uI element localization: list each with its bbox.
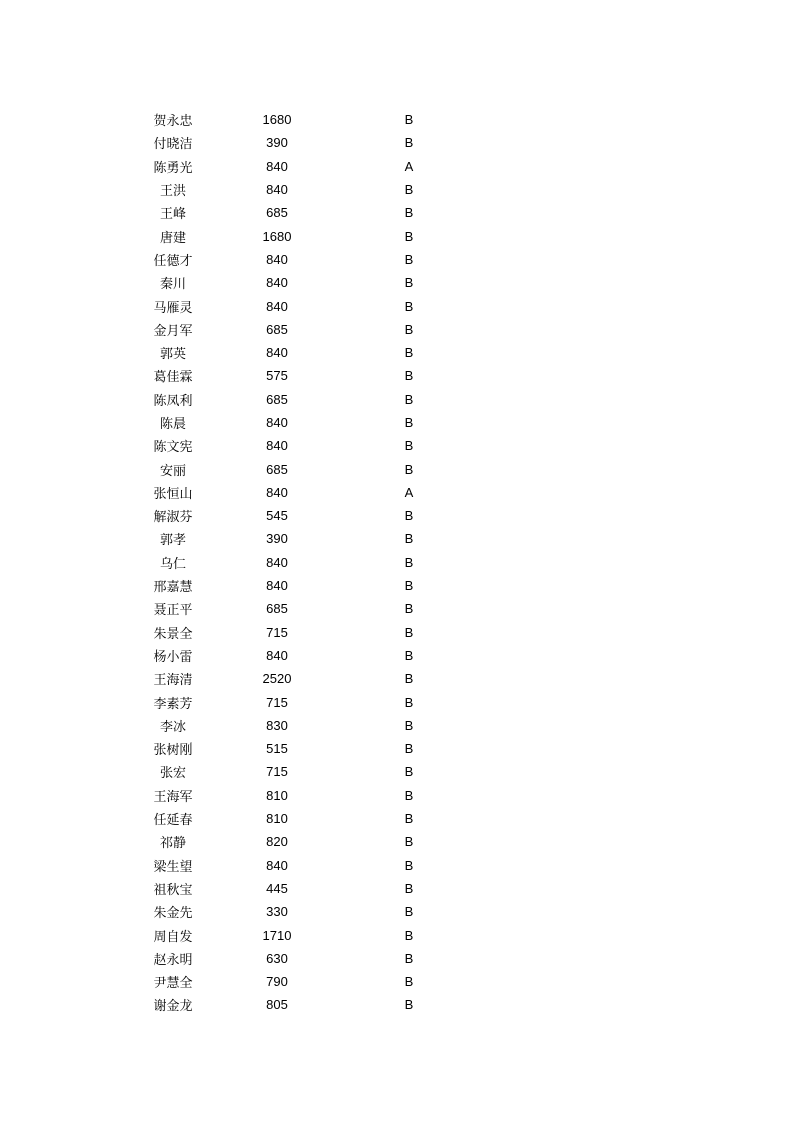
table-row: [0, 294, 793, 317]
name-cell: 付晓洁: [153, 137, 193, 153]
table-row: [0, 993, 793, 1016]
name-cell: 贺永忠: [153, 114, 193, 130]
amount-cell: 840: [266, 158, 288, 174]
grade-cell: A: [404, 484, 414, 500]
amount-cell: 685: [266, 391, 288, 407]
grade-cell: B: [404, 182, 414, 198]
amount-cell: 715: [266, 624, 288, 640]
grade-cell: A: [404, 158, 414, 174]
amount-cell: 840: [266, 345, 288, 361]
table-row: [0, 155, 793, 178]
table-row: [0, 737, 793, 760]
amount-cell: 840: [266, 554, 288, 570]
table-row: [0, 574, 793, 597]
grade-cell: B: [404, 345, 414, 361]
amount-cell: 1710: [262, 927, 292, 943]
table-row: [0, 923, 793, 946]
grade-cell: B: [404, 857, 414, 873]
table-row: [0, 527, 793, 550]
name-cell: 安丽: [159, 463, 186, 479]
amount-cell: 840: [266, 484, 288, 500]
grade-cell: B: [404, 764, 414, 780]
amount-cell: 685: [266, 461, 288, 477]
grade-cell: B: [404, 461, 414, 477]
table-row: [0, 271, 793, 294]
name-cell: 李素芳: [153, 696, 193, 712]
grade-cell: B: [404, 298, 414, 314]
grade-cell: B: [404, 880, 414, 896]
table-row: [0, 434, 793, 457]
name-cell: 张树刚: [153, 743, 193, 759]
name-cell: 郭英: [159, 347, 186, 363]
name-cell: 尹慧全: [153, 976, 193, 992]
name-cell: 聂正平: [153, 603, 193, 619]
amount-cell: 1680: [262, 112, 292, 128]
grade-cell: B: [404, 135, 414, 151]
table-row: [0, 830, 793, 853]
grade-cell: B: [404, 228, 414, 244]
table-row: [0, 807, 793, 830]
amount-cell: 840: [266, 182, 288, 198]
table-row: [0, 760, 793, 783]
amount-cell: 685: [266, 205, 288, 221]
grade-cell: B: [404, 741, 414, 757]
name-cell: 赵永明: [153, 952, 193, 968]
amount-cell: 840: [266, 298, 288, 314]
table-row: [0, 877, 793, 900]
name-cell: 朱景全: [153, 626, 193, 642]
name-cell: 解淑芬: [153, 510, 193, 526]
amount-cell: 515: [266, 741, 288, 757]
table-row: [0, 597, 793, 620]
grade-cell: B: [404, 904, 414, 920]
table-row: [0, 201, 793, 224]
grade-cell: B: [404, 624, 414, 640]
table-row: [0, 224, 793, 247]
grade-cell: B: [404, 508, 414, 524]
table-row: [0, 644, 793, 667]
amount-cell: 810: [266, 811, 288, 827]
table-row: [0, 108, 793, 131]
table-row: [0, 551, 793, 574]
grade-cell: B: [404, 554, 414, 570]
name-cell: 任德才: [153, 253, 193, 269]
amount-cell: 840: [266, 275, 288, 291]
name-cell: 王峰: [159, 207, 186, 223]
amount-cell: 840: [266, 438, 288, 454]
name-cell: 王海军: [153, 789, 193, 805]
amount-cell: 810: [266, 787, 288, 803]
amount-cell: 390: [266, 531, 288, 547]
grade-cell: B: [404, 578, 414, 594]
amount-cell: 840: [266, 251, 288, 267]
grade-cell: B: [404, 950, 414, 966]
grade-cell: B: [404, 671, 414, 687]
name-cell: 马雁灵: [153, 300, 193, 316]
amount-cell: 840: [266, 647, 288, 663]
amount-cell: 820: [266, 834, 288, 850]
amount-cell: 715: [266, 764, 288, 780]
name-cell: 任延春: [153, 813, 193, 829]
table-row: [0, 504, 793, 527]
amount-cell: 1680: [262, 228, 292, 244]
amount-cell: 830: [266, 717, 288, 733]
name-cell: 梁生望: [153, 859, 193, 875]
table-row: [0, 900, 793, 923]
grade-cell: B: [404, 391, 414, 407]
table-row: [0, 481, 793, 504]
grade-cell: B: [404, 997, 414, 1013]
grade-cell: B: [404, 321, 414, 337]
amount-cell: 805: [266, 997, 288, 1013]
grade-cell: B: [404, 531, 414, 547]
name-cell: 陈凤利: [153, 393, 193, 409]
grade-cell: B: [404, 927, 414, 943]
name-cell: 周自发: [153, 929, 193, 945]
amount-cell: 575: [266, 368, 288, 384]
table-row: [0, 947, 793, 970]
grade-cell: B: [404, 601, 414, 617]
table-row: [0, 318, 793, 341]
name-cell: 陈勇光: [153, 160, 193, 176]
name-cell: 杨小雷: [153, 649, 193, 665]
name-cell: 唐建: [159, 230, 186, 246]
grade-cell: B: [404, 694, 414, 710]
name-cell: 祖秋宝: [153, 882, 193, 898]
name-cell: 张宏: [159, 766, 186, 782]
amount-cell: 840: [266, 415, 288, 430]
name-cell: 郭孝: [159, 533, 186, 549]
table-row: [0, 714, 793, 737]
table-row: [0, 854, 793, 877]
grade-cell: B: [404, 834, 414, 850]
grade-cell: B: [404, 438, 414, 454]
grade-cell: B: [404, 251, 414, 267]
table-row: [0, 131, 793, 154]
name-cell: 乌仁: [159, 556, 186, 572]
name-cell: 张恒山: [153, 486, 193, 502]
grade-cell: B: [404, 205, 414, 221]
grade-cell: B: [404, 415, 414, 430]
table-row: [0, 690, 793, 713]
grade-cell: B: [404, 974, 414, 990]
name-cell: 葛佳霖: [153, 370, 193, 386]
table-row: [0, 621, 793, 644]
grade-cell: B: [404, 811, 414, 827]
amount-cell: 445: [266, 880, 288, 896]
amount-cell: 2520: [262, 671, 292, 687]
grade-cell: B: [404, 717, 414, 733]
name-cell: 朱金先: [153, 906, 193, 922]
table-row: [0, 248, 793, 271]
amount-cell: 390: [266, 135, 288, 151]
table-row: [0, 970, 793, 993]
name-cell: 王洪: [159, 184, 186, 200]
name-cell: 祁静: [159, 836, 186, 852]
amount-cell: 685: [266, 601, 288, 617]
table-row: [0, 341, 793, 364]
table-row: [0, 411, 793, 434]
name-cell: 陈文宪: [153, 440, 193, 456]
name-cell: 邢嘉慧: [153, 580, 193, 596]
table-row: [0, 178, 793, 201]
amount-cell: 685: [266, 321, 288, 337]
name-cell: 谢金龙: [153, 999, 193, 1015]
grade-cell: B: [404, 275, 414, 291]
table-row: [0, 388, 793, 411]
grade-cell: B: [404, 368, 414, 384]
grade-cell: B: [404, 787, 414, 803]
amount-cell: 545: [266, 508, 288, 524]
data-table: [0, 108, 793, 1017]
table-row: [0, 784, 793, 807]
name-cell: 陈晨: [159, 417, 186, 432]
amount-cell: 330: [266, 904, 288, 920]
table-row: [0, 457, 793, 480]
name-cell: 李冰: [159, 719, 186, 735]
table-row: [0, 364, 793, 387]
name-cell: 秦川: [159, 277, 186, 293]
amount-cell: 715: [266, 694, 288, 710]
amount-cell: 790: [266, 974, 288, 990]
name-cell: 王海清: [153, 673, 193, 689]
table-row: [0, 667, 793, 690]
amount-cell: 630: [266, 950, 288, 966]
grade-cell: B: [404, 647, 414, 663]
amount-cell: 840: [266, 857, 288, 873]
grade-cell: B: [404, 112, 414, 128]
name-cell: 金月军: [153, 323, 193, 339]
amount-cell: 840: [266, 578, 288, 594]
